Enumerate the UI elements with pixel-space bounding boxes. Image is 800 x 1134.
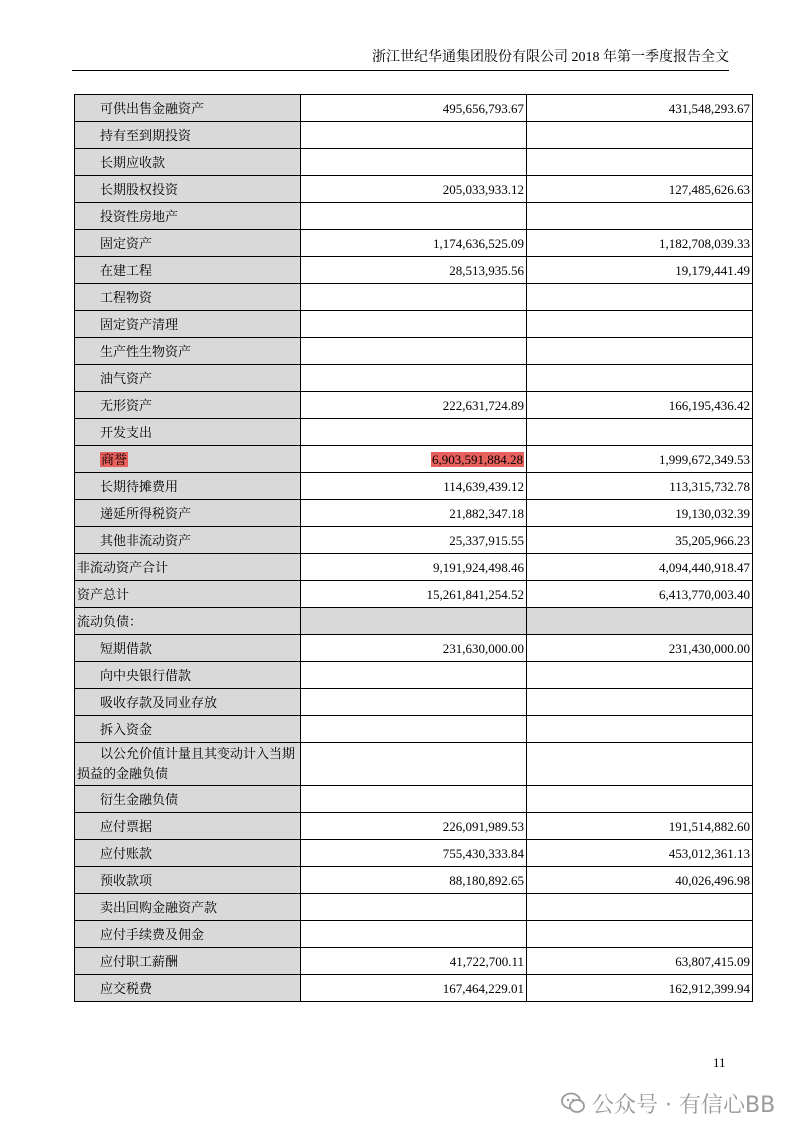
row-value-previous <box>527 662 753 689</box>
row-value-current <box>301 419 527 446</box>
table-row <box>75 894 753 921</box>
header-rule <box>72 70 729 71</box>
table-row <box>75 975 753 1002</box>
table-row <box>75 500 753 527</box>
row-value-previous <box>527 365 753 392</box>
table-row <box>75 743 753 786</box>
row-label: 应付职工薪酬 <box>75 948 301 975</box>
row-label: 固定资产清理 <box>75 311 301 338</box>
row-label: 预收款项 <box>75 867 301 894</box>
row-label: 应付票据 <box>75 813 301 840</box>
section-label: 流动负债： <box>75 608 301 635</box>
row-value-current: 41,722,700.11 <box>301 948 527 975</box>
table-row <box>75 392 753 419</box>
row-value-previous <box>527 419 753 446</box>
row-value-previous: 40,026,496.98 <box>527 867 753 894</box>
row-label: 卖出回购金融资产款 <box>75 894 301 921</box>
row-value-current <box>301 921 527 948</box>
row-label: 应付账款 <box>75 840 301 867</box>
row-value-previous: 19,179,441.49 <box>527 257 753 284</box>
table-row <box>75 716 753 743</box>
row-label: 衍生金融负债 <box>75 786 301 813</box>
row-value-current <box>301 743 527 786</box>
row-value-previous <box>527 338 753 365</box>
row-value-previous: 113,315,732.78 <box>527 473 753 500</box>
table-row-goodwill <box>75 446 753 473</box>
row-value-current <box>301 716 527 743</box>
row-value-previous: 162,912,399.94 <box>527 975 753 1002</box>
row-label: 拆入资金 <box>75 716 301 743</box>
row-label: 长期股权投资 <box>75 176 301 203</box>
table-row <box>75 635 753 662</box>
table-row <box>75 527 753 554</box>
table-row <box>75 921 753 948</box>
row-label: 其他非流动资产 <box>75 527 301 554</box>
row-value-previous: 453,012,361.13 <box>527 840 753 867</box>
row-label: 向中央银行借款 <box>75 662 301 689</box>
row-value-current: 28,513,935.56 <box>301 257 527 284</box>
row-label: 长期应收款 <box>75 149 301 176</box>
row-value-previous: 166,195,436.42 <box>527 392 753 419</box>
row-label: 递延所得税资产 <box>75 500 301 527</box>
row-label: 油气资产 <box>75 365 301 392</box>
row-label: 在建工程 <box>75 257 301 284</box>
row-value-current: 9,191,924,498.46 <box>301 554 527 581</box>
row-value-current <box>301 122 527 149</box>
row-label: 短期借款 <box>75 635 301 662</box>
table-row-total <box>75 581 753 608</box>
table-row <box>75 365 753 392</box>
report-header-title: 浙江世纪华通集团股份有限公司 2018 年第一季度报告全文 <box>372 50 729 65</box>
row-value-previous: 191,514,882.60 <box>527 813 753 840</box>
table-row <box>75 203 753 230</box>
table-row <box>75 813 753 840</box>
row-value-current: 15,261,841,254.52 <box>301 581 527 608</box>
row-value-previous <box>527 921 753 948</box>
table-row <box>75 122 753 149</box>
highlighted-value: 6,903,591,884.28 <box>432 451 523 467</box>
row-value-previous <box>527 311 753 338</box>
row-label: 开发支出 <box>75 419 301 446</box>
table-row <box>75 95 753 122</box>
row-value-current <box>301 284 527 311</box>
row-label <box>75 446 301 473</box>
row-value-current: 88,180,892.65 <box>301 867 527 894</box>
table-row <box>75 257 753 284</box>
table-row <box>75 867 753 894</box>
row-value-current <box>301 338 527 365</box>
row-value-previous: 431,548,293.67 <box>527 95 753 122</box>
chat-bubble-icon <box>560 1090 586 1116</box>
watermark <box>560 1088 790 1118</box>
row-value-current: 25,337,915.55 <box>301 527 527 554</box>
row-value-current: 226,091,989.53 <box>301 813 527 840</box>
row-value-current: 755,430,333.84 <box>301 840 527 867</box>
row-value-current <box>301 608 527 635</box>
balance-sheet-table <box>74 94 753 1002</box>
table-row <box>75 149 753 176</box>
table-row <box>75 948 753 975</box>
row-value-previous <box>527 743 753 786</box>
row-value-current: 205,033,933.12 <box>301 176 527 203</box>
table-row <box>75 419 753 446</box>
row-label: 长期待摊费用 <box>75 473 301 500</box>
row-value-current: 222,631,724.89 <box>301 392 527 419</box>
row-value-current <box>301 894 527 921</box>
row-label: 无形资产 <box>75 392 301 419</box>
table-row <box>75 311 753 338</box>
row-label: 应交税费 <box>75 975 301 1002</box>
row-label: 持有至到期投资 <box>75 122 301 149</box>
row-value-previous <box>527 608 753 635</box>
row-label: 固定资产 <box>75 230 301 257</box>
table-row <box>75 840 753 867</box>
row-value-previous <box>527 894 753 921</box>
row-label: 资产总计 <box>75 581 301 608</box>
row-value-previous: 231,430,000.00 <box>527 635 753 662</box>
row-label: 非流动资产合计 <box>75 554 301 581</box>
row-value-previous: 35,205,966.23 <box>527 527 753 554</box>
row-label: 吸收存款及同业存放 <box>75 689 301 716</box>
row-value-previous: 63,807,415.09 <box>527 948 753 975</box>
table-row <box>75 662 753 689</box>
table-section-header <box>75 608 753 635</box>
row-value-current <box>301 365 527 392</box>
row-value-previous <box>527 689 753 716</box>
row-value-previous <box>527 716 753 743</box>
row-value-current: 231,630,000.00 <box>301 635 527 662</box>
row-value-previous: 127,485,626.63 <box>527 176 753 203</box>
row-value-current <box>301 149 527 176</box>
row-value-previous: 1,999,672,349.53 <box>527 446 753 473</box>
row-value-current: 495,656,793.67 <box>301 95 527 122</box>
table-row-subtotal <box>75 554 753 581</box>
watermark-text: 公众号 · 有信心BB <box>592 1092 776 1118</box>
table-row <box>75 473 753 500</box>
row-label: 工程物资 <box>75 284 301 311</box>
row-value-current <box>301 662 527 689</box>
row-value-current: 21,882,347.18 <box>301 500 527 527</box>
table-row <box>75 230 753 257</box>
row-value-current <box>301 203 527 230</box>
row-label: 应付手续费及佣金 <box>75 921 301 948</box>
row-value-current: 1,174,636,525.09 <box>301 230 527 257</box>
row-label: 可供出售金融资产 <box>75 95 301 122</box>
row-label: 投资性房地产 <box>75 203 301 230</box>
row-value-previous: 19,130,032.39 <box>527 500 753 527</box>
row-value-previous <box>527 284 753 311</box>
table-row <box>75 786 753 813</box>
table-row <box>75 338 753 365</box>
row-value-previous <box>527 122 753 149</box>
row-value-current <box>301 446 527 473</box>
highlighted-label: 商誉 <box>101 451 128 467</box>
row-value-previous: 4,094,440,918.47 <box>527 554 753 581</box>
row-value-previous: 1,182,708,039.33 <box>527 230 753 257</box>
row-value-previous <box>527 203 753 230</box>
row-value-previous: 6,413,770,003.40 <box>527 581 753 608</box>
row-label: 生产性生物资产 <box>75 338 301 365</box>
table-row <box>75 176 753 203</box>
row-label: 以公允价值计量且其变动计入当期损益的金融负债 <box>75 743 301 786</box>
row-value-previous <box>527 149 753 176</box>
row-value-current: 114,639,439.12 <box>301 473 527 500</box>
row-value-current <box>301 311 527 338</box>
row-value-current <box>301 689 527 716</box>
table-row <box>75 284 753 311</box>
table-row <box>75 689 753 716</box>
row-value-previous <box>527 786 753 813</box>
row-value-current <box>301 786 527 813</box>
page-number: 11 <box>713 1055 726 1070</box>
row-value-current: 167,464,229.01 <box>301 975 527 1002</box>
